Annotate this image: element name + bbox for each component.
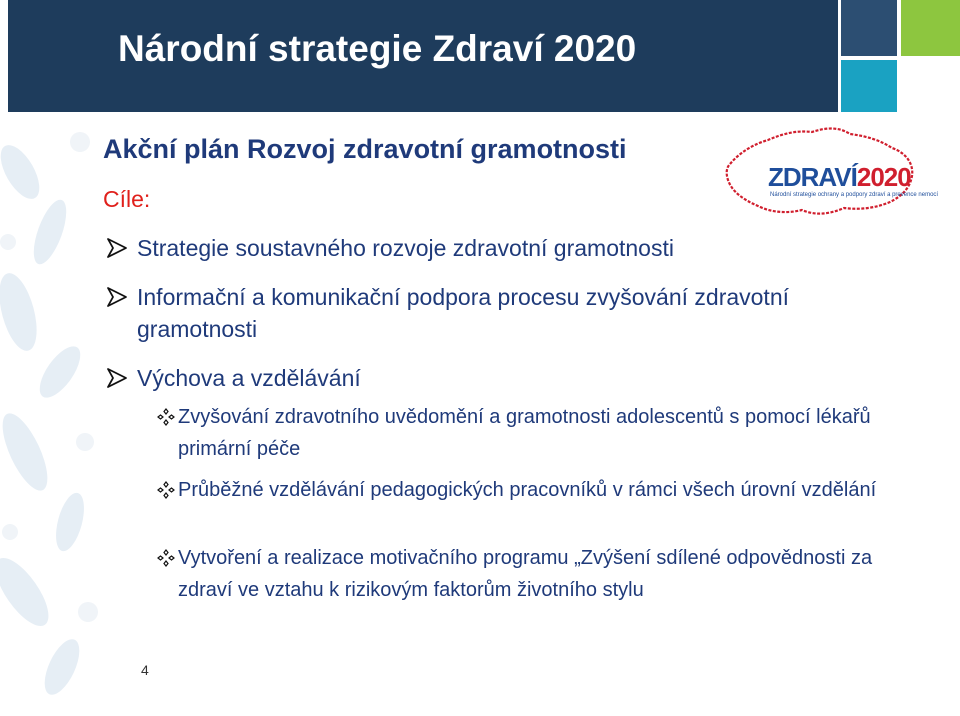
bullet-text: Výchova a vzdělávání (137, 365, 361, 391)
sub-bullet-text: Vytvoření a realizace motivačního programu „Zvýšení sdílené odpovědnosti za zdraví ve vztahu k rizikovým faktorům životního stylu (178, 547, 873, 601)
four-diamond-icon (157, 481, 175, 499)
goals-label: Cíle: (103, 186, 151, 212)
sub-bullet-text: Zvyšování zdravotního uvědomění a gramotnosti adolescentů s pomocí lékařů primární péče (178, 406, 871, 460)
logo-subtitle: Národní strategie ochrany a podpory zdraví a prevence nemocí (770, 192, 939, 198)
page-number: 4 (141, 662, 149, 678)
four-diamond-icon (157, 549, 175, 567)
arrowhead-icon (105, 366, 129, 390)
section-heading: Akční plán Rozvoj zdravotní gramotnosti (103, 134, 627, 164)
arrowhead-icon (105, 236, 129, 260)
bullet-text: Informační a komunikační podpora procesu zvyšování zdravotní gramotnosti (137, 284, 790, 342)
bullet-text: Strategie soustavného rozvoje zdravotní gramotnosti (137, 235, 674, 261)
arrowhead-icon (105, 285, 129, 309)
slide-title: Národní strategie Zdraví 2020 (118, 28, 637, 69)
sub-bullet-text: Průběžné vzdělávání pedagogických pracovníků v rámci všech úrovní vzdělání (178, 479, 877, 501)
four-diamond-icon (157, 408, 175, 426)
logo-word-main: ZDRAVÍ (768, 162, 857, 192)
logo-word-year: 2020 (856, 162, 911, 192)
